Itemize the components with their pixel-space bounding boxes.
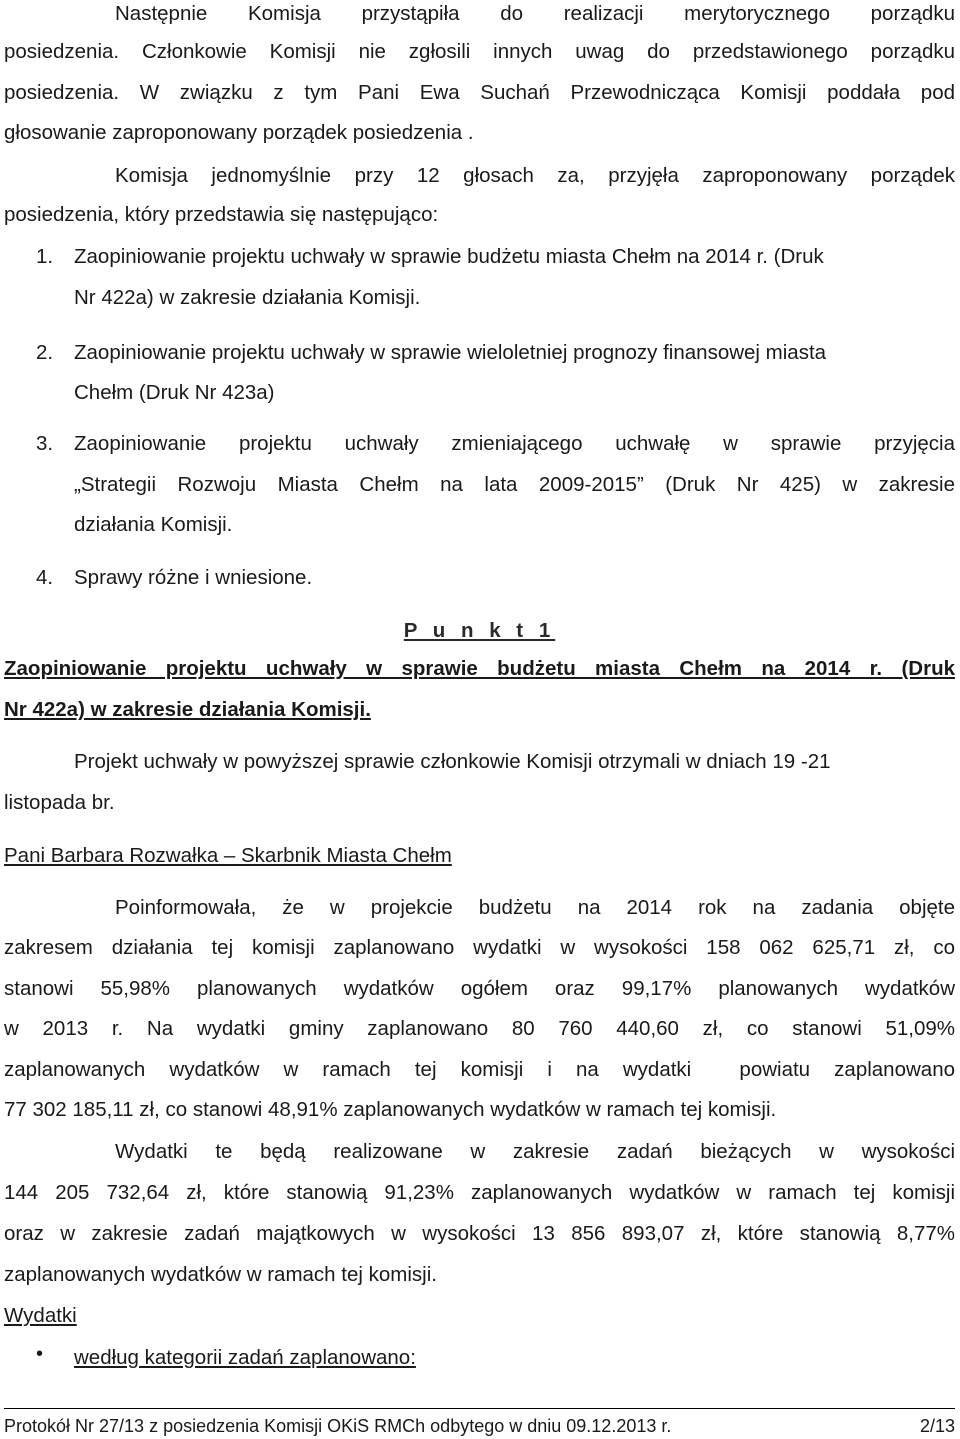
expenses-line-4: zaplanowanych wydatków w ramach tej komisji.	[4, 1263, 437, 1286]
informed-line-1: Poinformowała, że w projekcie budżetu na 2014 rok na zadania objęte	[115, 896, 955, 919]
agenda-item-2-line-1: Zaopiniowanie projektu uchwały w sprawie wieloletniej prognozy finansowej miasta	[74, 341, 827, 364]
agenda-number-4: 4.	[36, 566, 54, 589]
expenses-line-1: Wydatki te będą realizowane w zakresie zadań bieżących w wysokości	[115, 1140, 955, 1163]
agenda-number-2: 2.	[36, 341, 54, 364]
intro-line-4: głosowanie zaproponowany porządek posiedzenia .	[4, 121, 474, 144]
vote-line-1: Komisja jednomyślnie przy 12 głosach za, przyjęła zaproponowany porządek	[115, 164, 955, 187]
agenda-item-3-line-2: „Strategii Rozwoju Miasta Chełm na lata 2009-2015” (Druk Nr 425) w zakresie	[74, 473, 955, 496]
informed-line-6: 77 302 185,11 zł, co stanowi 48,91% zaplanowanych wydatków w ramach tej komisji.	[4, 1098, 777, 1121]
received-line-2: listopada br.	[4, 791, 115, 814]
intro-line-3: posiedzenia. W związku z tym Pani Ewa Suchań Przewodnicząca Komisji poddała pod	[4, 81, 955, 104]
wydatki-label: Wydatki	[4, 1304, 77, 1327]
informed-line-3: stanowi 55,98% planowanych wydatków ogółem oraz 99,17% planowanych wydatków	[4, 977, 955, 1000]
footer-protocol: Protokół Nr 27/13 z posiedzenia Komisji OKiS RMCh odbytego w dniu 09.12.2013 r.	[4, 1416, 672, 1436]
page-footer	[4, 1408, 955, 1439]
agenda-number-3: 3.	[36, 432, 54, 455]
footer-page-number: 2/13	[919, 1416, 955, 1436]
informed-line-2: zakresem działania tej komisji zaplanowano wydatki w wysokości 158 062 625,71 zł, co	[4, 936, 955, 959]
point-heading: P u n k t 1	[403, 619, 556, 642]
received-line-1: Projekt uchwały w powyższej sprawie członkowie Komisji otrzymali w dniach 19 -21	[74, 750, 831, 773]
agenda-item-1-line-1: Zaopiniowanie projektu uchwały w sprawie budżetu miasta Chełm na 2014 r. (Druk	[74, 245, 824, 268]
point-title-line-2: Nr 422a) w zakresie działania Komisji.	[4, 698, 371, 721]
expenses-line-3: oraz w zakresie zadań majątkowych w wysokości 13 856 893,07 zł, które stanowią 8,77%	[4, 1222, 955, 1245]
informed-line-4: w 2013 r. Na wydatki gminy zaplanowano 80 760 440,60 zł, co stanowi 51,09%	[4, 1017, 955, 1040]
bullet-item: według kategorii zadań zaplanowano:	[74, 1346, 416, 1369]
agenda-item-2-line-2: Chełm (Druk Nr 423a)	[74, 381, 275, 404]
agenda-item-4-line-1: Sprawy różne i wniesione.	[74, 566, 313, 589]
vote-line-2: posiedzenia, który przedstawia się następująco:	[4, 203, 439, 226]
expenses-line-2: 144 205 732,64 zł, które stanowią 91,23% zaplanowanych wydatków w ramach tej komisji	[4, 1181, 955, 1204]
bullet-icon: •	[36, 1343, 44, 1365]
agenda-number-1: 1.	[36, 245, 54, 268]
agenda-item-3-line-1: Zaopiniowanie projektu uchwały zmieniającego uchwałę w sprawie przyjęcia	[74, 432, 955, 455]
agenda-item-3-line-3: działania Komisji.	[74, 513, 233, 536]
agenda-item-1-line-2: Nr 422a) w zakresie działania Komisji.	[74, 286, 421, 309]
speaker-name: Pani Barbara Rozwałka – Skarbnik Miasta Chełm	[4, 844, 452, 867]
intro-line-1: Następnie Komisja przystąpiła do realizacji merytorycznego porządku	[115, 2, 955, 25]
intro-line-2: posiedzenia. Członkowie Komisji nie zgłosili innych uwag do przedstawionego porządku	[4, 40, 955, 63]
informed-line-5: zaplanowanych wydatków w ramach tej komisji i na wydatki powiatu zaplanowano	[4, 1058, 955, 1081]
point-title-line-1: Zaopiniowanie projektu uchwały w sprawie budżetu miasta Chełm na 2014 r. (Druk	[4, 657, 955, 680]
